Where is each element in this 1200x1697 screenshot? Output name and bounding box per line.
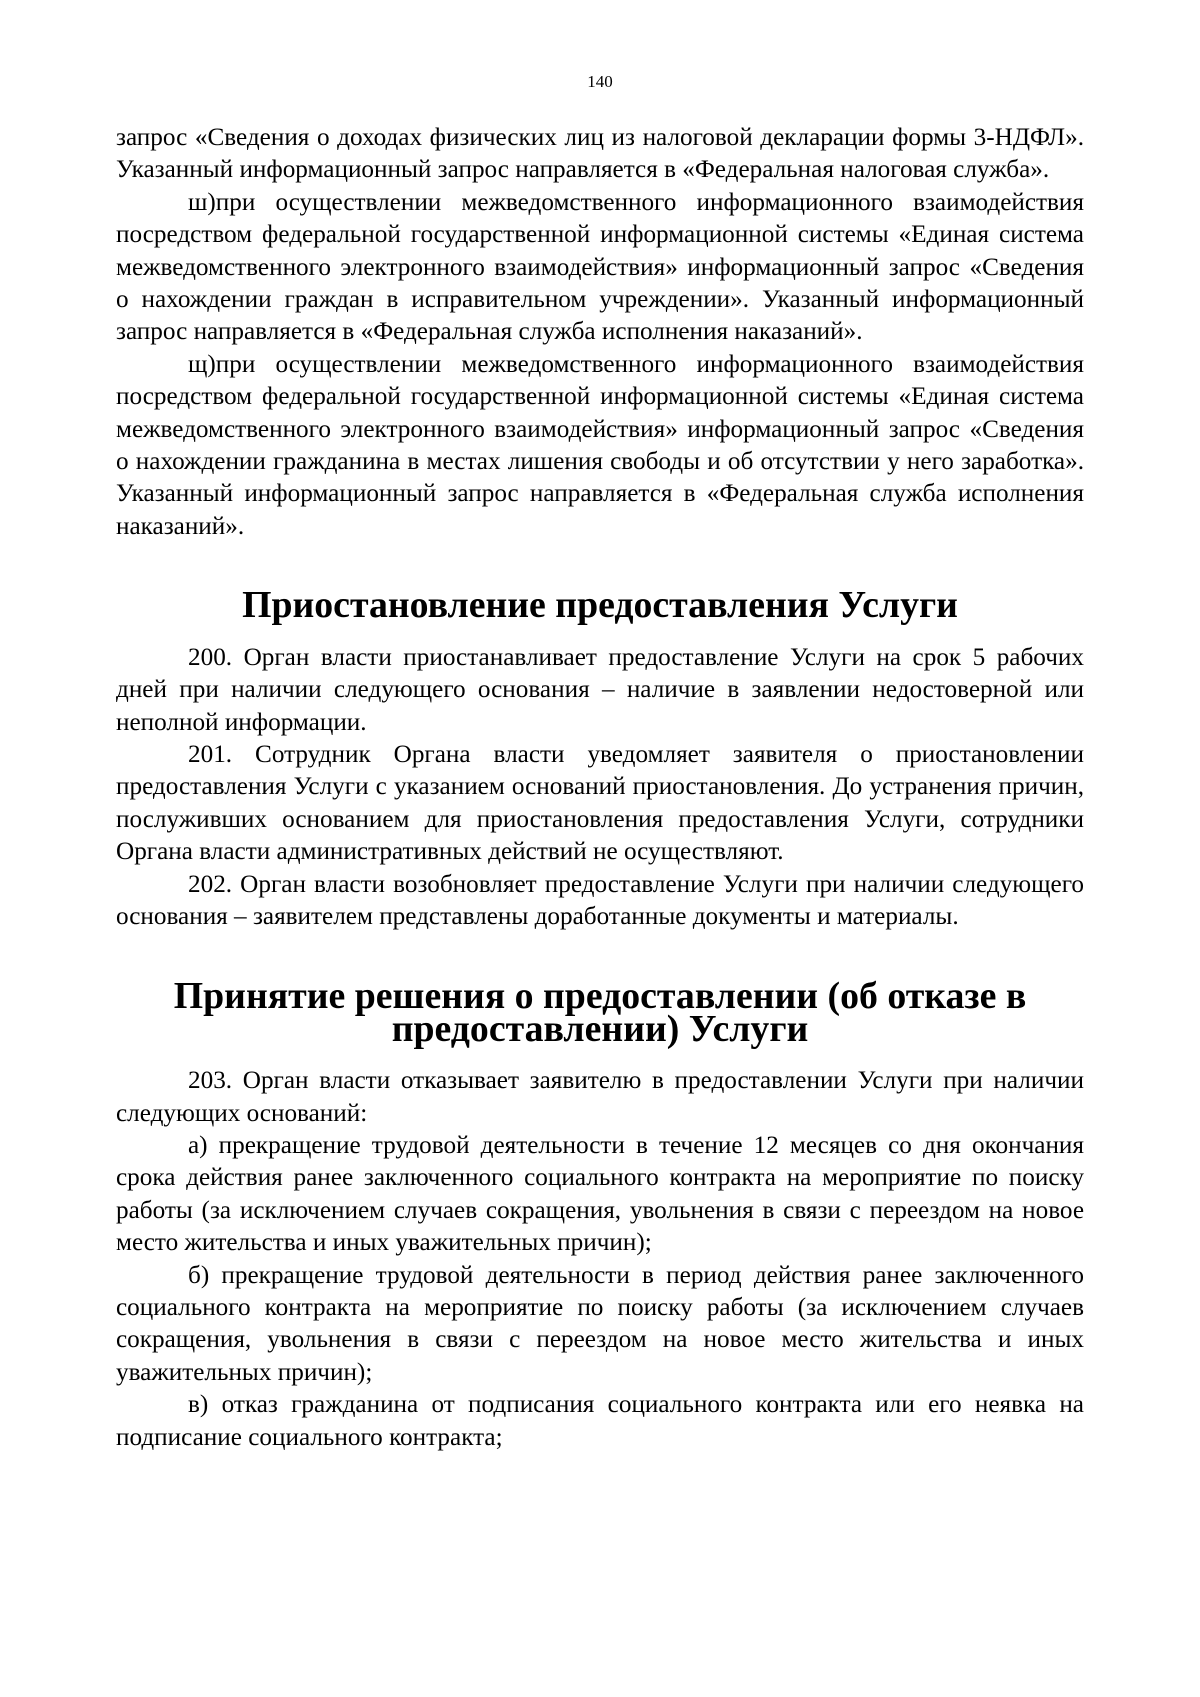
paragraph-item-shch: щ)при осуществлении межведомственного информационного взаимодействия посредством федеральной государственной информационной системы «Единая система межведомственного электронного взаимодействия» информационный запрос «Сведения о нахождении гражданина в местах лишения свободы и об отсутствии у него заработка». Указанный информационный запрос направляется в «Федеральная служба исполнения наказаний». [116, 350, 1084, 540]
paragraph-203-v: в) отказ гражданина от подписания социального контракта или его неявка на подписание социального контракта; [116, 1391, 1084, 1451]
paragraph-203-b: б) прекращение трудовой деятельности в период действия ранее заключенного социального контракта на мероприятие по поиску работы (за исключением случаев сокращения, увольнения в связи с переездом на новое место жительства и иных уважительных причин); [116, 1261, 1084, 1386]
page-number: 140 [587, 72, 613, 91]
paragraph-200: 200. Орган власти приостанавливает предоставление Услуги на срок 5 рабочих дней при наличии следующего основания – наличие в заявлении недостоверной или неполной информации. [116, 643, 1084, 736]
paragraph-201: 201. Сотрудник Органа власти уведомляет заявителя о приостановлении предоставления Услуги с указанием оснований приостановления. До устранения причин, послуживших основанием для приостановления предоставления Услуги, сотрудники Органа власти административных действий не осуществляют. [116, 740, 1084, 866]
paragraph-203-a: а) прекращение трудовой деятельности в течение 12 месяцев со дня окончания срока действия ранее заключенного социального контракта на мероприятие по поиску работы (за исключением случаев сокращения, увольнения в связи с переездом на новое место жительства и иных уважительных причин); [116, 1131, 1084, 1257]
paragraph-203: 203. Орган власти отказывает заявителю в предоставлении Услуги при наличии следующих оснований: [116, 1067, 1084, 1127]
paragraph-continuation: запрос «Сведения о доходах физических лиц из налоговой декларации формы 3-НДФЛ». Указанный информационный запрос направляется в «Федеральная налоговая служба». [116, 124, 1084, 184]
section-heading-decision: Принятие решения о предоставлении (об отказе в предоставлении) Услуги [173, 975, 1027, 1050]
paragraph-item-sh: ш)при осуществлении межведомственного информационного взаимодействия посредством федеральной государственной информационной системы «Единая система межведомственного электронного взаимодействия» информационный запрос «Сведения о нахождении граждан в исправительном учреждении». Указанный информационный запрос направляется в «Федеральная служба исполнения наказаний». [116, 188, 1084, 346]
document-body [116, 122, 1084, 1454]
section-heading-suspension: Приостановление предоставления Услуги [242, 584, 958, 627]
paragraph-202: 202. Орган власти возобновляет предоставление Услуги при наличии следующего основания – заявителем представлены доработанные документы и материалы. [116, 870, 1084, 930]
